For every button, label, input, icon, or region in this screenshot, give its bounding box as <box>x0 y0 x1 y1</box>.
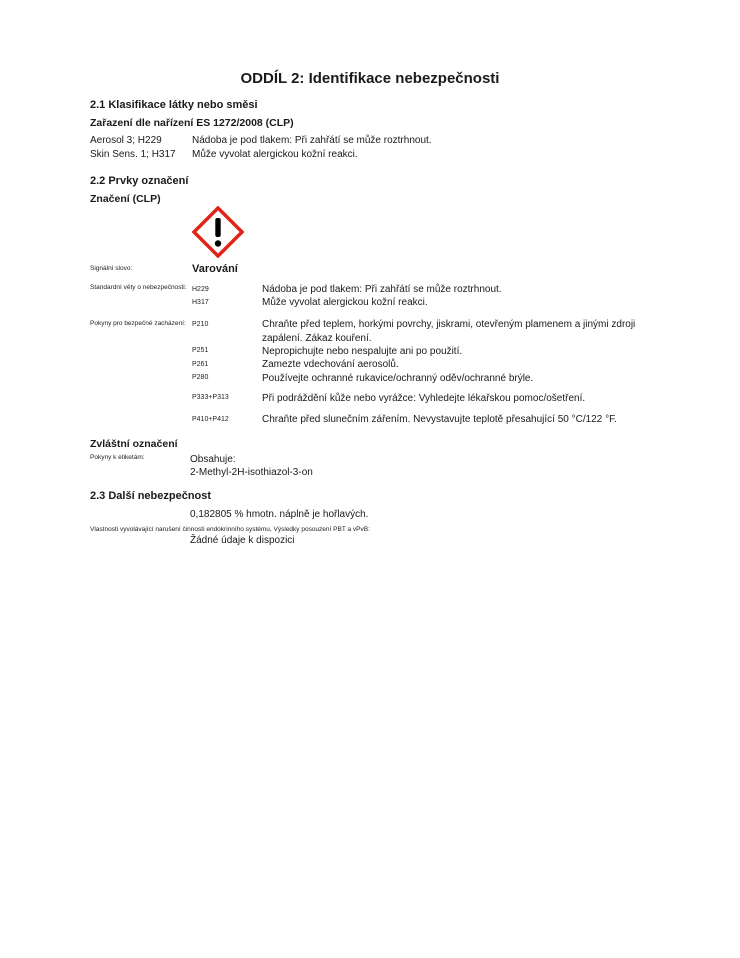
hazard-text: Může vyvolat alergickou kožní reakci. <box>262 297 428 308</box>
classification-code: Skin Sens. 1; H317 <box>90 149 176 160</box>
precaution-code: P333+P313 <box>192 394 229 401</box>
special-labelling-heading: Zvláštní označení <box>90 438 178 450</box>
contains-substance: 2-Methyl-2H-isothiazol-3-on <box>190 467 313 478</box>
classification-text: Může vyvolat alergickou kožní reakci. <box>192 149 358 160</box>
endocrine-pbt-value: Žádné údaje k dispozici <box>190 535 295 546</box>
signal-word: Varování <box>192 263 238 275</box>
classification-text: Nádoba je pod tlakem: Při zahřátí se může roztrhnout. <box>192 135 432 146</box>
precaution-text: Nepropichujte nebo nespalujte ani po použití. <box>262 346 463 357</box>
page-title: ODDÍL 2: Identifikace nebezpečnosti <box>240 70 500 87</box>
precaution-code: P280 <box>192 374 209 381</box>
precaution-text: Chraňte před slunečním zářením. Nevystavujte teplotě přesahující 50 °C/122 °F. <box>262 414 617 425</box>
ghs07-exclamation-icon <box>192 206 244 258</box>
hazard-code: H229 <box>192 286 209 293</box>
hazard-text: Nádoba je pod tlakem: Při zahřátí se může roztrhnout. <box>262 284 502 295</box>
signal-word-label: Signální slovo: <box>90 265 133 272</box>
flammable-content-text: 0,182805 % hmotn. náplně je hořlavých. <box>190 509 369 520</box>
precaution-code: P410+P412 <box>192 416 229 423</box>
classification-code: Aerosol 3; H229 <box>90 135 162 146</box>
hazard-code: H317 <box>192 299 209 306</box>
clp-classification-subheading: Zařazení dle nařízení ES 1272/2008 (CLP) <box>90 117 294 129</box>
precaution-code: P251 <box>192 347 209 354</box>
hazard-statements-label: Standardní věty o nebezpečnosti: <box>90 284 187 291</box>
section-2-1-heading: 2.1 Klasifikace látky nebo směsi <box>90 99 258 111</box>
precaution-text: Používejte ochranné rukavice/ochranný oděv/ochranné brýle. <box>262 373 534 384</box>
label-instructions-label: Pokyny k etiketám: <box>90 454 145 461</box>
precaution-text: Při podráždění kůže nebo vyrážce: Vyhledejte lékařskou pomoc/ošetření. <box>262 393 586 404</box>
labelling-subheading: Značení (CLP) <box>90 193 161 205</box>
precaution-text: Zamezte vdechování aerosolů. <box>262 359 399 370</box>
precaution-text: Chraňte před teplem, horkými povrchy, jiskrami, otevřeným plamenem a jinými zdroji zapálení. Zákaz kouření. <box>262 319 636 344</box>
endocrine-pbt-label: Vlastnosti vyvolávající narušení činnosti endokrinního systému, Výsledky posouzení PBT a vPvB: <box>90 526 370 533</box>
section-2-2-heading: 2.2 Prvky označení <box>90 175 189 187</box>
precaution-code: P210 <box>192 321 209 328</box>
precaution-code: P261 <box>192 361 209 368</box>
contains-label: Obsahuje: <box>190 454 236 465</box>
precautionary-statements-label: Pokyny pro bezpečné zacházení: <box>90 320 186 327</box>
section-2-3-heading: 2.3 Další nebezpečnost <box>90 490 212 502</box>
